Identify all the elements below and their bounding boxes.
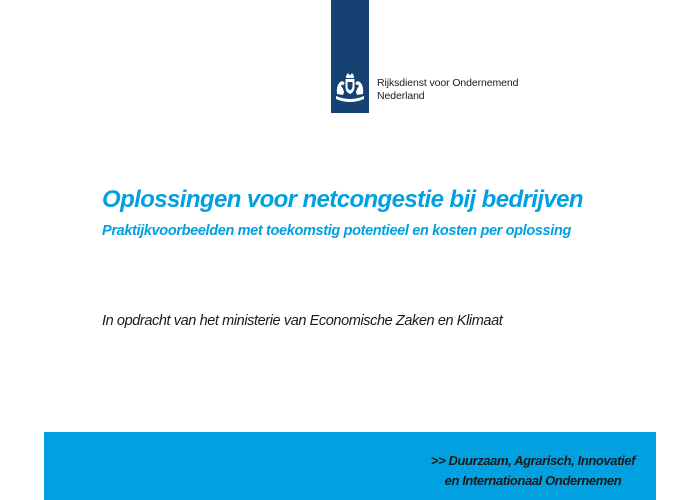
logo-bar	[331, 0, 369, 113]
tagline-line2: en Internationaal Ondernemen	[444, 473, 622, 488]
tagline-line1: >> Duurzaam, Agrarisch, Innovatief	[430, 453, 635, 468]
footer-band	[44, 432, 656, 500]
coat-of-arms-icon	[334, 72, 366, 106]
tagline	[431, 451, 635, 491]
commissioned-by-text: In opdracht van het ministerie van Economische Zaken en Klimaat	[102, 313, 503, 329]
organization-name-line2: Nederland	[377, 90, 425, 102]
document-title: Oplossingen voor netcongestie bij bedrijven	[102, 186, 583, 213]
document-subtitle: Praktijkvoorbeelden met toekomstig potentieel en kosten per oplossing	[102, 223, 571, 239]
organization-name-line1: Rijksdienst voor Ondernemend	[377, 77, 519, 89]
organization-name	[377, 77, 518, 103]
